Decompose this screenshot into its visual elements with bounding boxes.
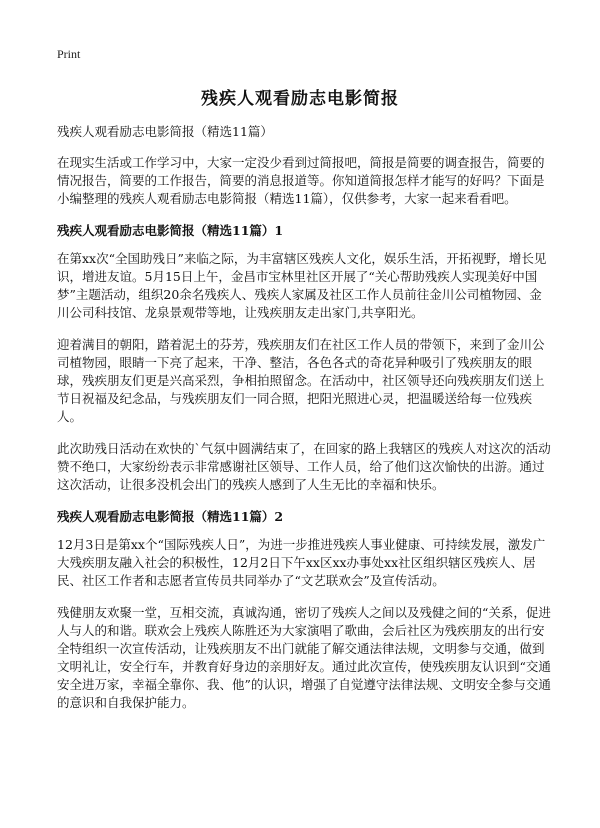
document-body — [57, 124, 553, 712]
section-heading-1: 残疾人观看励志电影简报（精选11篇）1 — [57, 223, 284, 238]
section-2-paragraph-1: 12月3日是第xx个“国际残疾人日”，为进一步推进残疾人事业健康、可持续发展，激发广大残疾朋友融入社会的积极性，12月2日下午xx区xx办事处xx社区组织辖区残疾人、居民、社区工作者和志愿者宣传员共同举办了“文艺联欢会”及宣传活动。 — [57, 537, 546, 588]
document-subtitle: 残疾人观看励志电影简报（精选11篇） — [57, 124, 273, 139]
section-1-paragraph-1: 在第xx次“全国助残日”来临之际，为丰富辖区残疾人文化，娱乐生活，开拓视野，增长见识，增进友谊。5月15日上午，金昌市宝林里社区开展了“关心帮助残疾人实现美好中国梦”主题活动，组织20余名残疾人、残疾人家属及社区工作人员前往金川公司植物园、金川公司科技馆、龙泉景观带等地，让残疾朋友走出家门,共享阳光。 — [57, 251, 547, 320]
section-2-paragraph-2: 残健朋友欢聚一堂，互相交流，真诚沟通，密切了残疾人之间以及残健之间的“关系，促进人与人的和谐。联欢会上残疾人陈胜还为大家演唱了歌曲，会后社区为残疾朋友的出行安全特组织一次宣传活动，让残疾朋友不出门就能了解交通法律法规，文明参与交通，做到文明礼让，安全行车，并教育好身边的亲朋好友。通过此次宣传，使残疾朋友认识到“交通安全进万家，幸福全靠你、我、他”的认识，增强了自觉遵守法律法规、文明安全参与交通的意识和自我保护能力。 — [57, 605, 551, 710]
print-label[interactable]: Print — [57, 47, 81, 61]
section-1-paragraph-2: 迎着满目的朝阳，踏着泥土的芬芳，残疾朋友们在社区工作人员的带领下，来到了金川公司植物园，眼睛一下亮了起来，干净、整洁，各色各式的奇花异种吸引了残疾朋友的眼球，残疾朋友们更是兴高采烈，争相拍照留念。在活动中，社区领导还向残疾朋友们送上节日祝福及纪念品，与残疾朋友们一同合照，把阳光照进心灵，把温暖送给每一位残疾人。 — [57, 337, 545, 424]
section-1-paragraph-3: 此次助残日活动在欢快的`气氛中圆满结束了，在回家的路上我辖区的残疾人对这次的活动赞不绝口，大家纷纷表示非常感谢社区领导、工作人员，给了他们这次愉快的出游。通过这次活动，让很多没机会出门的残疾人感到了人生无比的幸福和快乐。 — [57, 441, 551, 492]
section-heading-2: 残疾人观看励志电影简报（精选11篇）2 — [57, 509, 284, 524]
intro-paragraph: 在现实生活或工作学习中，大家一定没少看到过简报吧，简报是简要的调查报告，简要的情况报告，简要的工作报告，简要的消息报道等。你知道简报怎样才能写的好吗？下面是小编整理的残疾人观看励志电影简报（精选11篇），仅供参考，大家一起来看看吧。 — [57, 155, 545, 206]
document-title: 残疾人观看励志电影简报 — [201, 89, 399, 109]
